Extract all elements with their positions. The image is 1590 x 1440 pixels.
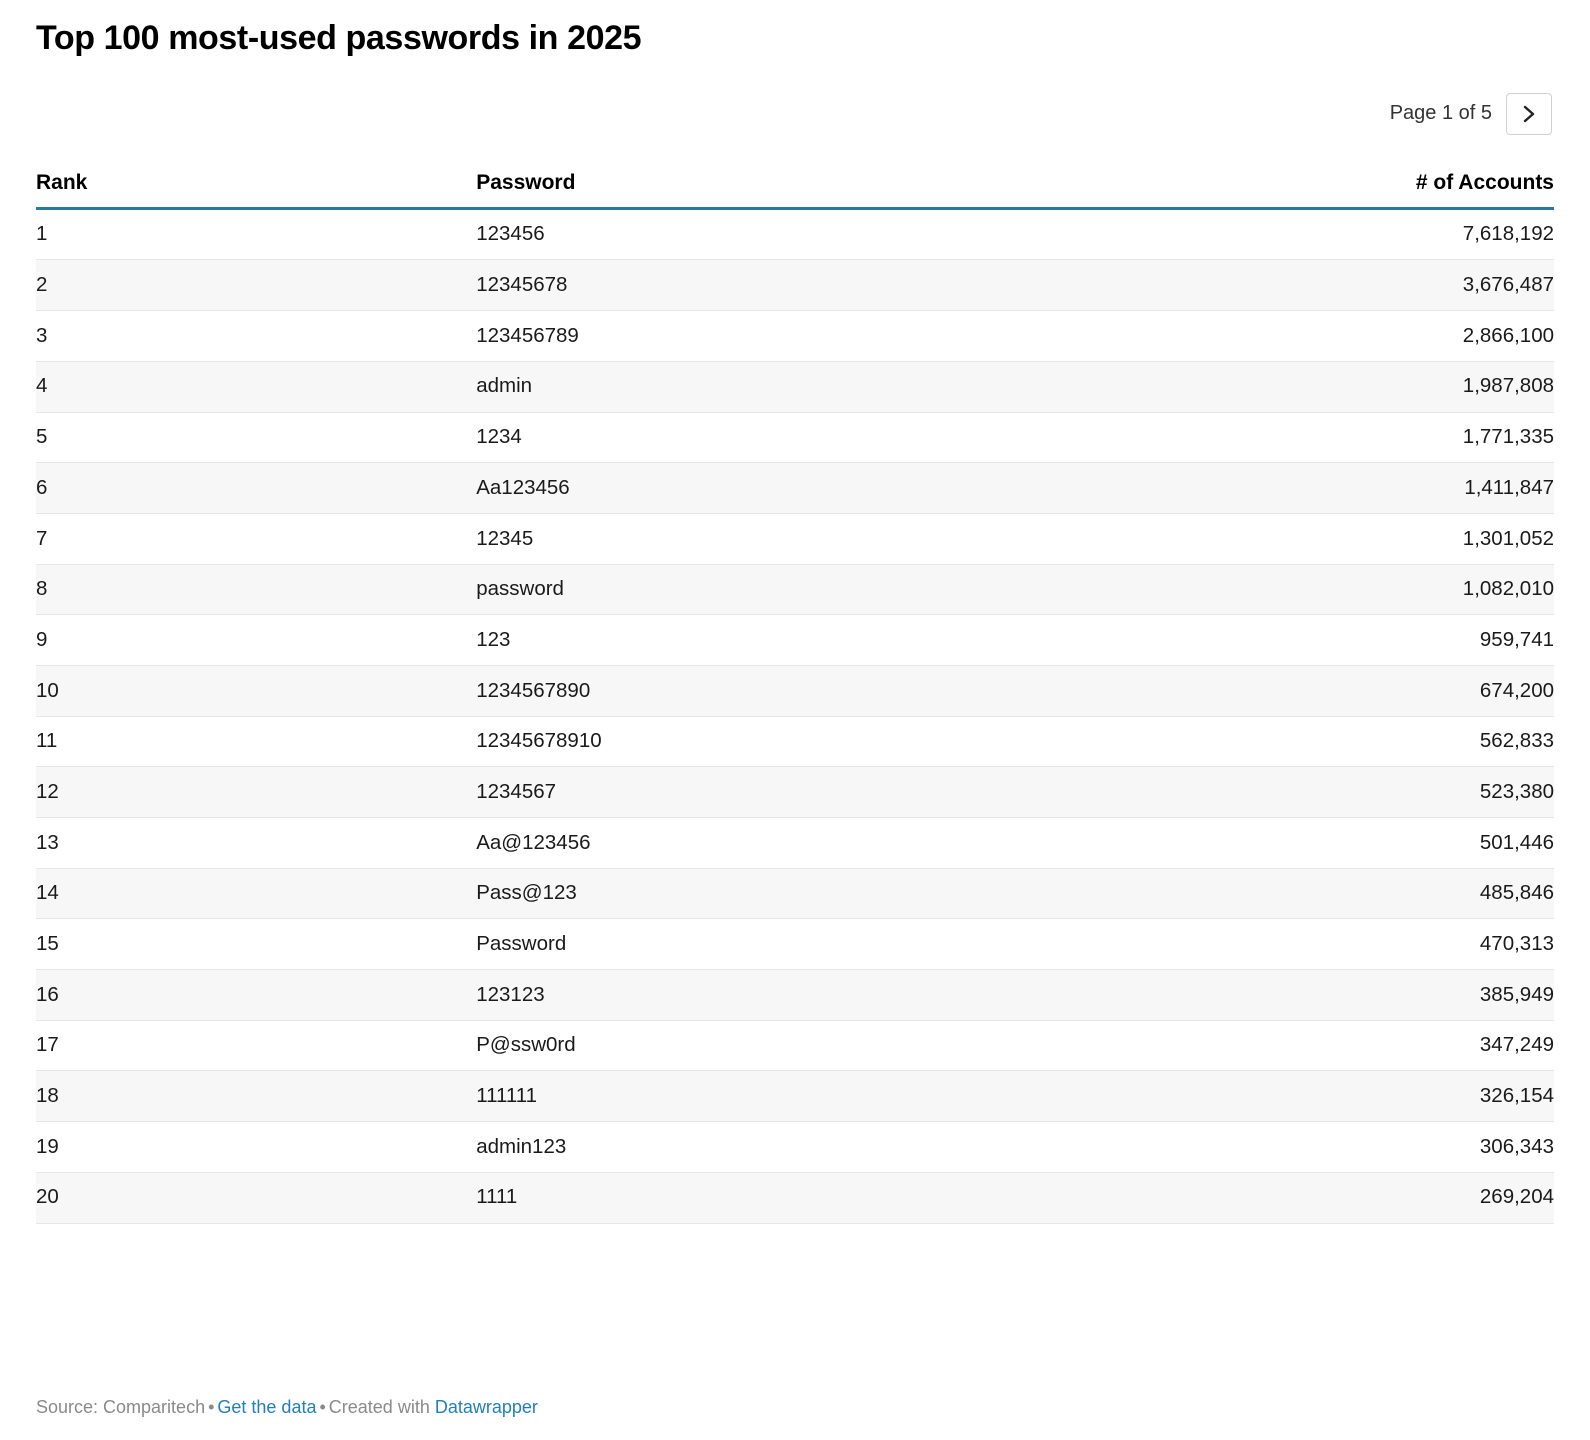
page-title: Top 100 most-used passwords in 2025	[36, 19, 642, 57]
cell-rank: 1	[36, 208, 476, 260]
cell-password: Password	[476, 919, 1159, 970]
table-header-row	[36, 171, 1554, 209]
cell-accounts: 470,313	[1159, 919, 1554, 970]
page-indicator: Page 1 of 5	[1389, 102, 1492, 125]
cell-accounts: 306,343	[1159, 1122, 1554, 1173]
cell-rank: 16	[36, 970, 476, 1021]
table-row	[36, 361, 1554, 412]
table-row	[36, 463, 1554, 514]
column-header-password[interactable]: Password	[476, 171, 1159, 209]
table-row	[36, 513, 1554, 564]
table-row	[36, 564, 1554, 615]
cell-rank: 18	[36, 1071, 476, 1122]
table-row	[36, 615, 1554, 666]
pagination-control	[36, 93, 1554, 135]
column-header-accounts[interactable]: # of Accounts	[1159, 171, 1554, 209]
cell-accounts: 562,833	[1159, 716, 1554, 767]
cell-rank: 11	[36, 716, 476, 767]
cell-accounts: 1,301,052	[1159, 513, 1554, 564]
cell-accounts: 1,411,847	[1159, 463, 1554, 514]
cell-password: 123123	[476, 970, 1159, 1021]
passwords-table	[36, 171, 1554, 1224]
table-row	[36, 412, 1554, 463]
footer-separator: •	[208, 1397, 215, 1417]
cell-accounts: 959,741	[1159, 615, 1554, 666]
table-row	[36, 260, 1554, 311]
cell-accounts: 385,949	[1159, 970, 1554, 1021]
table-row	[36, 818, 1554, 869]
get-the-data-link[interactable]: Get the data	[217, 1397, 317, 1417]
cell-password: 123456	[476, 208, 1159, 260]
next-page-button[interactable]	[1506, 93, 1552, 135]
cell-password: 123	[476, 615, 1159, 666]
cell-rank: 19	[36, 1122, 476, 1173]
cell-password: 1234567890	[476, 665, 1159, 716]
cell-rank: 13	[36, 818, 476, 869]
cell-accounts: 7,618,192	[1159, 208, 1554, 260]
cell-accounts: 3,676,487	[1159, 260, 1554, 311]
footer-separator: •	[319, 1397, 326, 1417]
cell-password: P@ssw0rd	[476, 1020, 1159, 1071]
cell-password: 1234	[476, 412, 1159, 463]
cell-accounts: 326,154	[1159, 1071, 1554, 1122]
cell-accounts: 523,380	[1159, 767, 1554, 818]
cell-rank: 4	[36, 361, 476, 412]
cell-accounts: 485,846	[1159, 868, 1554, 919]
created-with-text: Created with	[328, 1397, 430, 1417]
cell-password: admin123	[476, 1122, 1159, 1173]
cell-password: 12345	[476, 513, 1159, 564]
table-row	[36, 665, 1554, 716]
cell-password: 1111	[476, 1172, 1159, 1223]
datawrapper-link[interactable]: Datawrapper	[434, 1397, 538, 1417]
cell-rank: 3	[36, 311, 476, 362]
cell-rank: 8	[36, 564, 476, 615]
cell-accounts: 347,249	[1159, 1020, 1554, 1071]
cell-rank: 6	[36, 463, 476, 514]
source-text: Source: Comparitech	[36, 1397, 206, 1417]
table-row	[36, 208, 1554, 260]
table-body	[36, 208, 1554, 1223]
cell-accounts: 1,082,010	[1159, 564, 1554, 615]
cell-accounts: 269,204	[1159, 1172, 1554, 1223]
cell-password: 12345678	[476, 260, 1159, 311]
cell-rank: 2	[36, 260, 476, 311]
cell-password: 123456789	[476, 311, 1159, 362]
table-row	[36, 1020, 1554, 1071]
table-row	[36, 716, 1554, 767]
table-row	[36, 970, 1554, 1021]
cell-rank: 5	[36, 412, 476, 463]
table-row	[36, 767, 1554, 818]
table-row	[36, 1122, 1554, 1173]
cell-accounts: 674,200	[1159, 665, 1554, 716]
cell-accounts: 1,987,808	[1159, 361, 1554, 412]
cell-rank: 9	[36, 615, 476, 666]
cell-rank: 20	[36, 1172, 476, 1223]
table-row	[36, 311, 1554, 362]
cell-password: Pass@123	[476, 868, 1159, 919]
cell-password: 111111	[476, 1071, 1159, 1122]
chevron-right-icon	[1522, 104, 1536, 124]
cell-rank: 7	[36, 513, 476, 564]
cell-rank: 12	[36, 767, 476, 818]
cell-password: Aa123456	[476, 463, 1159, 514]
table-row	[36, 1172, 1554, 1223]
cell-rank: 10	[36, 665, 476, 716]
table-row	[36, 919, 1554, 970]
chart-footer	[36, 1397, 538, 1418]
cell-rank: 14	[36, 868, 476, 919]
cell-password: admin	[476, 361, 1159, 412]
cell-accounts: 1,771,335	[1159, 412, 1554, 463]
table-row	[36, 1071, 1554, 1122]
table-row	[36, 868, 1554, 919]
cell-password: 1234567	[476, 767, 1159, 818]
cell-password: password	[476, 564, 1159, 615]
cell-rank: 15	[36, 919, 476, 970]
cell-rank: 17	[36, 1020, 476, 1071]
cell-accounts: 2,866,100	[1159, 311, 1554, 362]
cell-password: 12345678910	[476, 716, 1159, 767]
cell-password: Aa@123456	[476, 818, 1159, 869]
cell-accounts: 501,446	[1159, 818, 1554, 869]
column-header-rank[interactable]: Rank	[36, 171, 476, 209]
chart-container	[0, 18, 1590, 1440]
